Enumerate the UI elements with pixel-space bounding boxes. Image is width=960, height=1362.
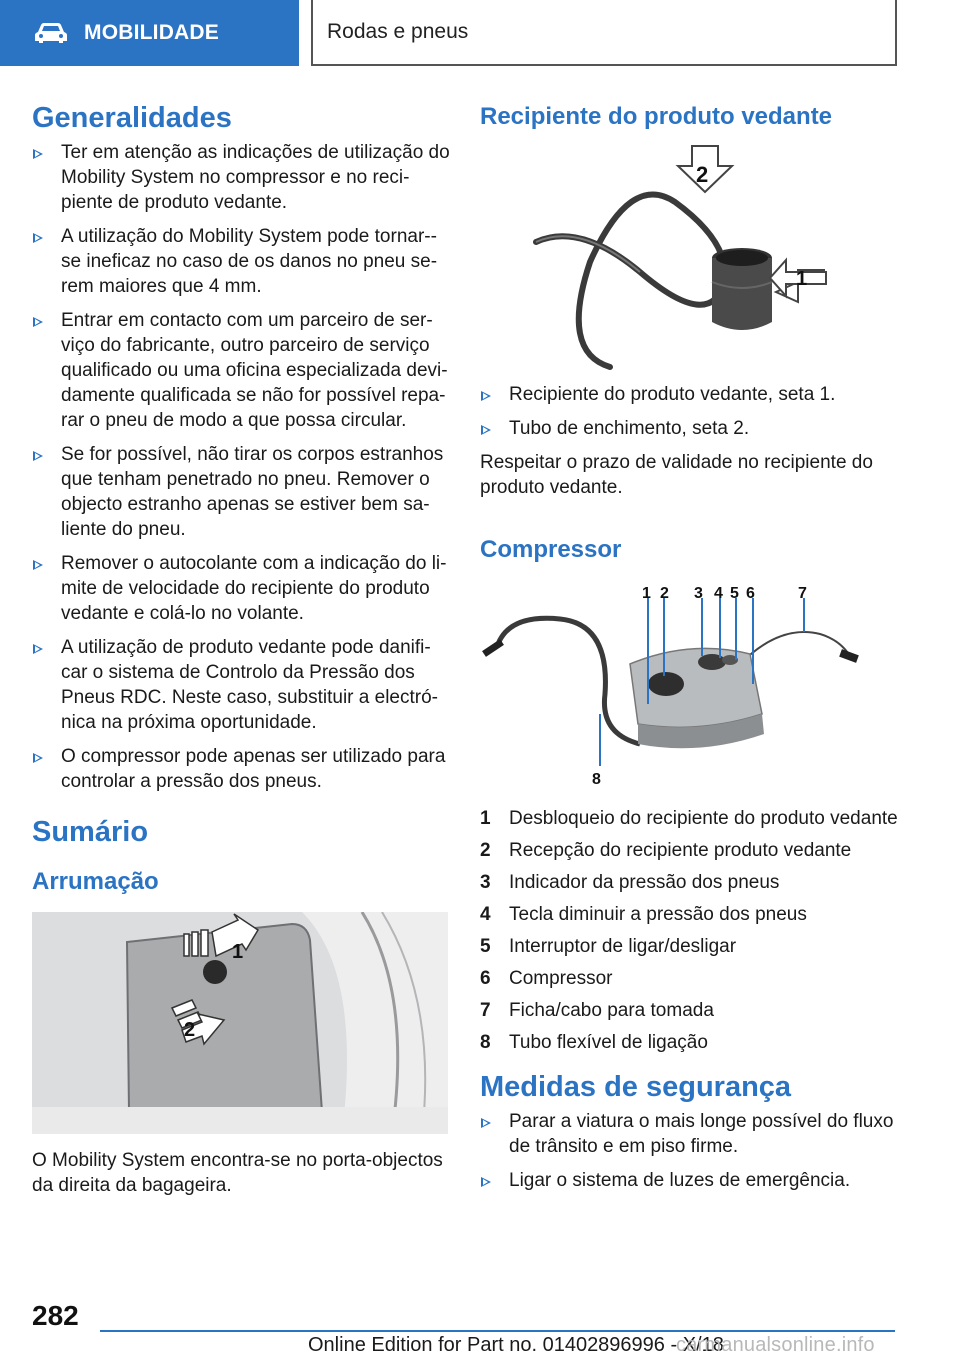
chapter-label: Rodas e pneus — [327, 20, 469, 43]
list-item: O compressor pode apenas ser utilizado para controlar a pressão dos pneus. — [32, 744, 450, 794]
footer-divider — [100, 1330, 895, 1332]
chapter-tab[interactable] — [311, 0, 897, 66]
list-item: Parar a viatura o mais longe possível do fluxo de trânsito e em piso firme. — [480, 1109, 900, 1159]
seguranca-list — [480, 1109, 900, 1193]
compressor-legend — [480, 806, 900, 1055]
figure-label: 2 — [660, 585, 669, 602]
legend-item: 5 Interruptor de ligar/desligar — [480, 936, 737, 957]
figure-label: 2 — [184, 1019, 196, 1041]
heading-arrumacao: Arrumação — [32, 868, 159, 895]
triangle-bullet-icon — [33, 451, 43, 461]
sealant-container-figure — [480, 142, 896, 372]
trunk-storage-figure — [32, 912, 448, 1134]
arrumacao-caption: O Mobility System encontra-se no porta-objectos da direita da bagageira. — [32, 1150, 443, 1196]
heading-generalidades: Generalidades — [32, 102, 232, 134]
legend-item: 1 Desbloqueio do recipiente do produto vedante — [480, 808, 898, 829]
generalidades-list — [32, 140, 450, 794]
page-number: 282 — [32, 1300, 79, 1331]
list-item: A utilização do Mobility System pode tornar--se ineficaz no caso de os danos no pneu serem maiores que 4 mm. — [32, 224, 450, 299]
triangle-bullet-icon — [33, 753, 43, 763]
figure-label: 1 — [642, 585, 651, 602]
section-label: MOBILIDADE — [84, 21, 219, 44]
list-item: Se for possível, não tirar os corpos estranhos que tenham penetrado no pneu. Remover o objecto estranho apenas se estiver bem saliente do pneu. — [32, 442, 450, 542]
triangle-bullet-icon — [33, 644, 43, 654]
list-item: Remover o autocolante com a indicação do limite de velocidade do recipiente do produto vedante e colá-lo no volante. — [32, 551, 450, 626]
list-item: Ligar o sistema de luzes de emergência. — [480, 1168, 900, 1193]
section-tab-mobilidade[interactable] — [0, 0, 299, 66]
left-column — [32, 98, 450, 1198]
compressor-figure — [480, 584, 896, 794]
edition-text: Online Edition for Part no. 01402896996 - X/18 — [308, 1334, 724, 1356]
heading-sumario: Sumário — [32, 816, 149, 848]
legend-item: 4 Tecla diminuir a pressão dos pneus — [480, 904, 807, 925]
figure-label: 5 — [730, 585, 739, 602]
car-icon — [34, 22, 68, 44]
triangle-bullet-icon — [481, 1118, 491, 1128]
legend-item: 6 Compressor — [480, 968, 613, 989]
legend-item: 3 Indicador da pressão dos pneus — [480, 872, 780, 893]
page-header — [0, 0, 960, 66]
right-column — [480, 98, 900, 1202]
list-item: A utilização de produto vedante pode danificar o sistema de Controlo da Pressão dos Pneus RDC. Neste caso, substituir a electrónica na próxima oportunidade. — [32, 635, 450, 735]
triangle-bullet-icon — [33, 317, 43, 327]
triangle-bullet-icon — [481, 1177, 491, 1187]
figure-label: 6 — [746, 585, 755, 602]
legend-item: 8 Tubo flexível de ligação — [480, 1032, 708, 1053]
heading-seguranca: Medidas de segurança — [480, 1071, 792, 1103]
triangle-bullet-icon — [481, 425, 491, 435]
triangle-bullet-icon — [33, 233, 43, 243]
triangle-bullet-icon — [33, 149, 43, 159]
figure-label: 1 — [796, 268, 808, 290]
figure-label: 2 — [696, 162, 709, 187]
legend-item: 2 Recepção do recipiente produto vedante — [480, 840, 852, 861]
heading-compressor: Compressor — [480, 536, 622, 563]
heading-recipiente: Recipiente do produto vedante — [480, 103, 833, 130]
list-item: Recipiente do produto vedante, seta 1. — [480, 382, 900, 407]
figure-label: 7 — [798, 585, 807, 602]
figure-label: 1 — [232, 941, 244, 963]
recipiente-list — [480, 382, 900, 441]
list-item: Tubo de enchimento, seta 2. — [480, 416, 900, 441]
figure-label: 8 — [592, 771, 601, 788]
list-item: Entrar em contacto com um parceiro de serviço do fabricante, outro parceiro de serviço qualificado ou uma oficina especializada devidamente qualificada se não for possível reparar o pneu de modo a que possa circular. — [32, 308, 450, 433]
figure-label: 3 — [694, 585, 703, 602]
triangle-bullet-icon — [481, 391, 491, 401]
recipiente-note: Respeitar o prazo de validade no recipiente do produto vedante. — [480, 452, 873, 498]
watermark: carmanualsonline.info — [676, 1334, 875, 1356]
triangle-bullet-icon — [33, 560, 43, 570]
figure-label: 4 — [714, 585, 723, 602]
list-item: Ter em atenção as indicações de utilização do Mobility System no compressor e no recipiente de produto vedante. — [32, 140, 450, 215]
legend-item: 7 Ficha/cabo para tomada — [480, 1000, 714, 1021]
